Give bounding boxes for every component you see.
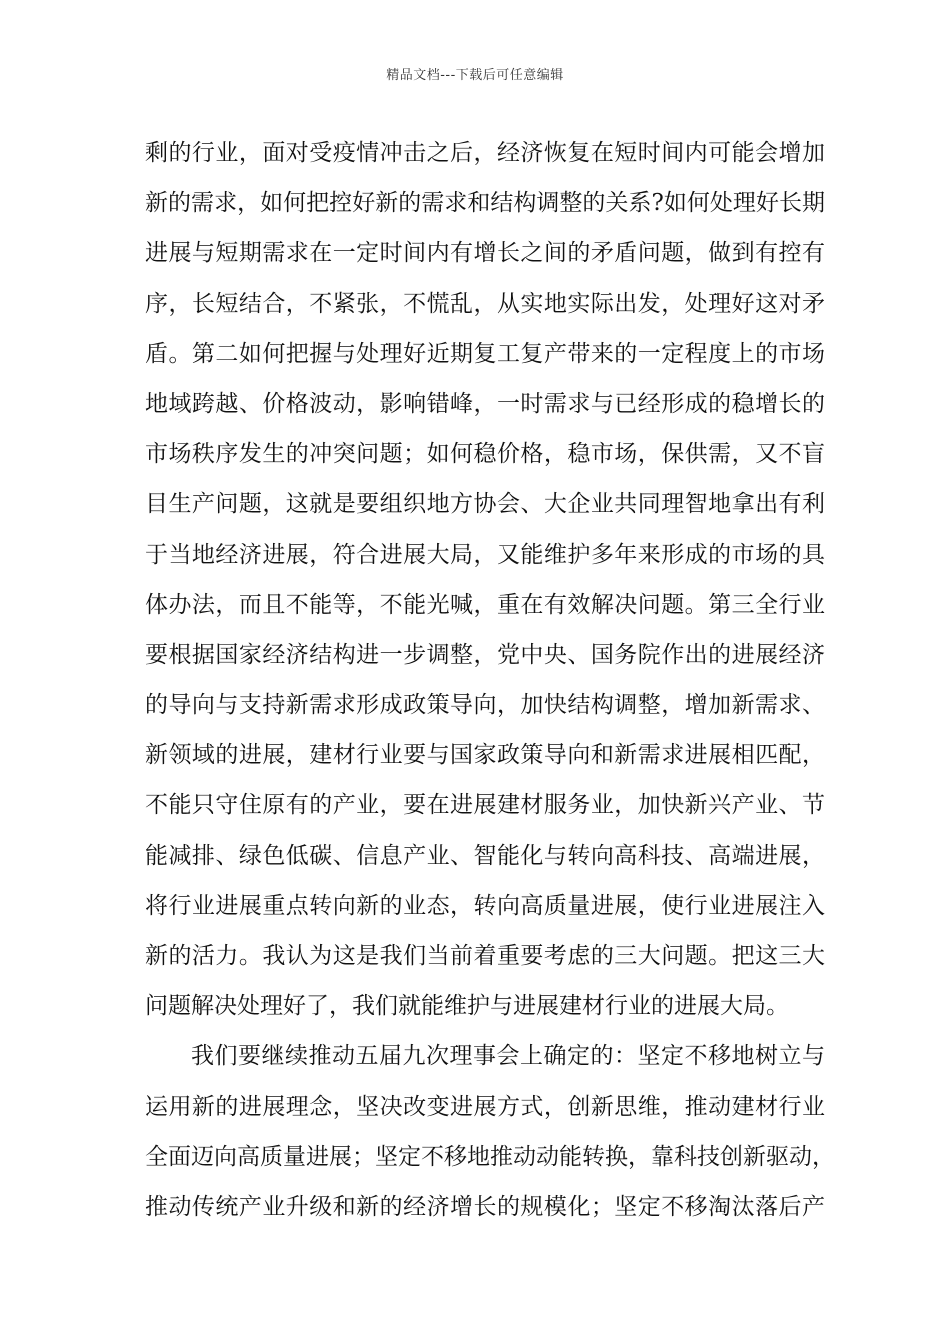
text-line: 盾。第二如何把握与处理好近期复工复产带来的一定程度上的市场	[145, 340, 825, 367]
text-line: 新的需求，如何把控好新的需求和结构调整的关系?如何处理好长期	[145, 190, 825, 217]
text-line: 运用新的进展理念，坚决改变进展方式，创新思维，推动建材行业	[145, 1093, 825, 1120]
text-line: 市场秩序发生的冲突问题；如何稳价格，稳市场，保供需，又不盲	[145, 441, 825, 468]
paragraph-1	[145, 128, 825, 1031]
text-line: 体办法，而且不能等，不能光喊，重在有效解决问题。第三全行业	[145, 591, 825, 618]
text-line: 地域跨越、价格波动，影响错峰，一时需求与已经形成的稳增长的	[145, 390, 825, 417]
text-line: 要根据国家经济结构进一步调整，党中央、国务院作出的进展经济	[145, 641, 825, 668]
text-line: 于当地经济进展，符合进展大局，又能维护多年来形成的市场的具	[145, 541, 825, 568]
text-line: 新的活力。我认为这是我们当前着重要考虑的三大问题。把这三大	[145, 943, 825, 969]
text-line: 问题解决处理好了，我们就能维护与进展建材行业的进展大局。	[145, 993, 789, 1020]
text-line: 目生产问题，这就是要组织地方协会、大企业共同理智地拿出有利	[145, 491, 825, 518]
text-line: 剩的行业，面对受疫情冲击之后，经济恢复在短时间内可能会增加	[145, 140, 825, 166]
text-line: 进展与短期需求在一定时间内有增长之间的矛盾问题，做到有控有	[145, 240, 825, 267]
page-header: 精品文档---下载后可任意编辑	[386, 68, 564, 83]
text-line: 将行业进展重点转向新的业态，转向高质量进展，使行业进展注入	[145, 892, 825, 919]
text-line: 不能只守住原有的产业，要在进展建材服务业，加快新兴产业、节	[145, 792, 825, 819]
text-line: 全面迈向高质量进展；坚定不移地推动动能转换，靠科技创新驱动，	[145, 1143, 835, 1170]
text-line: 新领域的进展，建材行业要与国家政策导向和新需求进展相匹配，	[145, 742, 825, 769]
text-line: 的导向与支持新需求形成政策导向，加快结构调整，增加新需求、	[145, 692, 825, 719]
paragraph-2	[145, 1031, 835, 1232]
text-line: 序，长短结合，不紧张，不慌乱，从实地实际出发，处理好这对矛	[145, 290, 825, 317]
text-line: 推动传统产业升级和新的经济增长的规模化；坚定不移淘汰落后产	[145, 1193, 825, 1220]
text-line: 能减排、绿色低碳、信息产业、智能化与转向高科技、高端进展，	[145, 842, 825, 869]
text-line: 我们要继续推动五届九次理事会上确定的：坚定不移地树立与	[191, 1043, 825, 1070]
document-body	[145, 128, 835, 1232]
